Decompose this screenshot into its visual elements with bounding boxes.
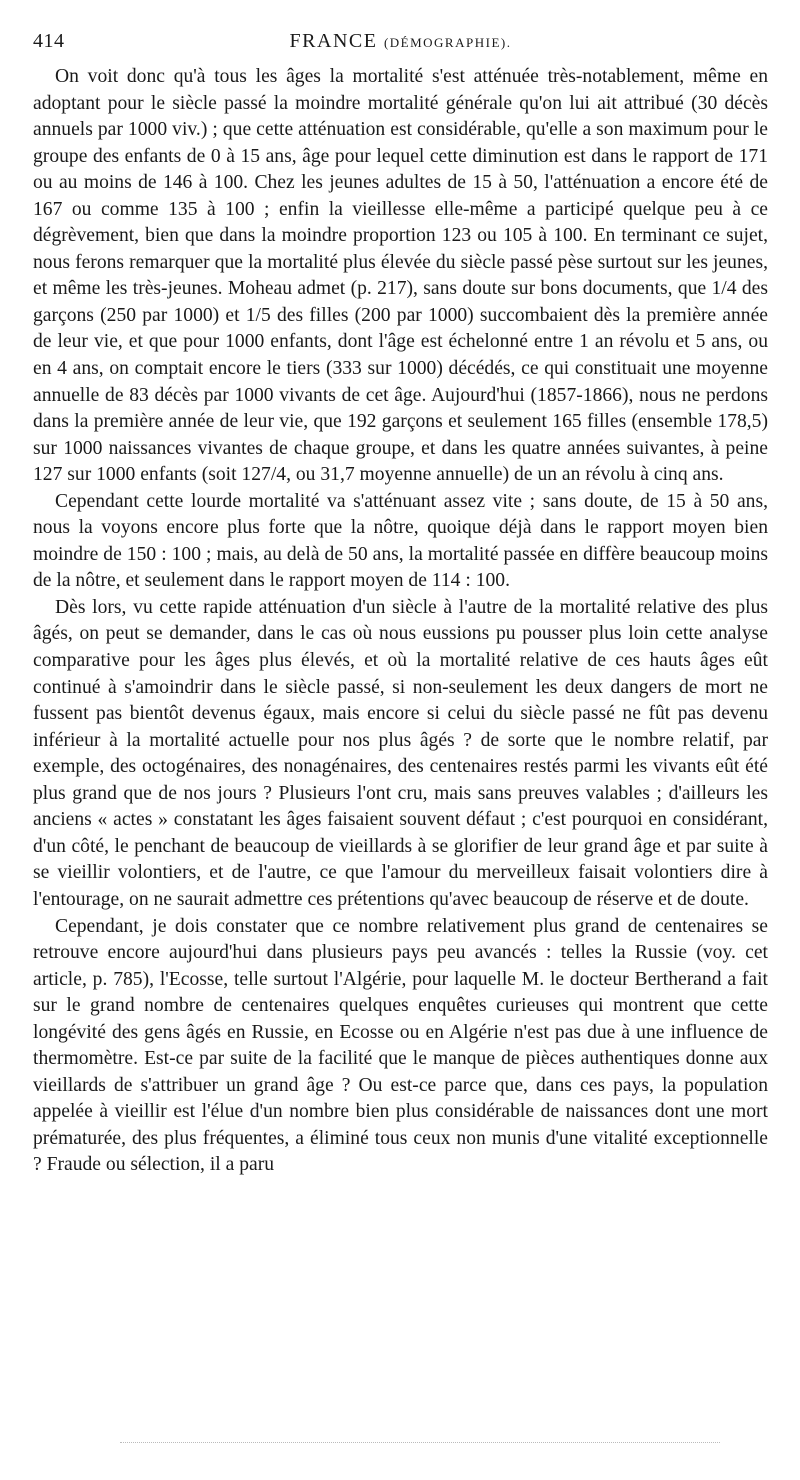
page-number: 414 <box>33 30 65 52</box>
paragraph-1: On voit donc qu'à tous les âges la mortalité s'est atténuée très-notablement, même en adoptant pour le siècle passé la moindre mortalité générale qu'on lui ait attribué (30 décès annuels par 1000 viv.) ; que cette atténuation est considérable, qu'elle a son maximum pour le groupe des enfants de 0 à 15 ans, âge pour lequel cette diminution est dans le rapport de 171 ou au moins de 146 à 100. Chez les jeunes adultes de 15 à 50, l'atténuation a encore été de 167 ou comme 135 à 100 ; enfin la vieillesse elle-même a participé quelque peu à ce dégrèvement, bien que dans la moindre proportion 123 ou 105 à 100. En terminant ce sujet, nous ferons remarquer que la mortalité plus élevée du siècle passé pèse surtout sur les jeunes, et même les très-jeunes. Moheau admet (p. 217), sans doute sur bons documents, que 1/4 des garçons (250 par 1000) et 1/5 des filles (200 par 1000) succombaient dès la première année de leur vie, et que pour 1000 enfants, dont l'âge est échelonné entre 1 an révolu et 5 ans, ou en 4 ans, on comptait encore le tiers (333 sur 1000) décédés, ce qui constituait une moyenne annuelle de 83 décès par 1000 vivants de cet âge. Aujourd'hui (1857-1866), nous ne perdons dans la première année de leur vie, que 192 garçons et seulement 165 filles (ensemble 178,5) sur 1000 naissances vivantes de chaque groupe, et dans les quatre années suivantes, à peine 127 sur 1000 enfants (soit 127/4, ou 31,7 moyenne annuelle) de un an révolu à cinq ans. <box>33 66 768 486</box>
footer-print-marks <box>120 1442 720 1445</box>
paragraph-3: Dès lors, vu cette rapide atténuation d'un siècle à l'autre de la mortalité relative des plus âgés, on peut se demander, dans le cas où nous eussions pu pousser plus loin cette analyse comparative pour les âges plus élevés, et où la mortalité relative de ces hauts âges eût continué à s'amoindrir dans le siècle passé, si non-seulement les deux dangers de mort ne fussent pas bientôt devenus égaux, mais encore si celui du siècle passé ne fût pas devenu inférieur à la mortalité actuelle pour nos plus âgés ? de sorte que le nombre relatif, par exemple, des octogénaires, des nonagénaires, des centenaires restés parmi les vivants eût été plus grand que de nos jours ? Plusieurs l'ont cru, mais sans preuves valables ; d'ailleurs les anciens « actes » constatant les âges faisaient souvent défaut ; c'est pourquoi en considérant, d'un côté, le penchant de beaucoup de vieillards à se glorifier de leur grand âge et par suite à se vieillir volontiers, et de l'autre, ce que l'amour du merveilleux faisait volontiers dire à l'entourage, on ne saurait admettre ces prétentions qu'avec beaucoup de réserve et de doute. <box>33 596 768 910</box>
running-head <box>33 30 768 53</box>
body-text <box>33 64 768 1179</box>
paragraph-2: Cependant cette lourde mortalité va s'atténuant assez vite ; sans doute, de 15 à 50 ans, nous la voyons encore plus forte que la nôtre, quoique déjà dans le rapport moyen bien moindre de 150 : 100 ; mais, au delà de 50 ans, la mortalité passée en diffère beaucoup moins de la nôtre, et seulement dans le rapport moyen de 114 : 100. <box>33 490 768 592</box>
running-head-subtitle: (DÉMOGRAPHIE). <box>383 35 512 50</box>
page-header <box>33 30 768 62</box>
running-head-title: FRANCE <box>289 30 378 52</box>
paragraph-4: Cependant, je dois constater que ce nombre relativement plus grand de centenaires se retrouve encore aujourd'hui dans plusieurs pays peu avancés : telles la Russie (voy. cet article, p. 785), l'Ecosse, telle surtout l'Algérie, pour laquelle M. le docteur Bertherand a fait sur le grand nombre de centenaires quelques enquêtes curieuses qui montrent que cette longévité des gens âgés en Russie, en Ecosse ou en Algérie n'est pas due à une influence de thermomètre. Est-ce par suite de la facilité que le manque de pièces authentiques donne aux vieillards de s'attribuer un grand âge ? Ou est-ce parce que, dans ces pays, la population appelée à vieillir est l'élue d'un nombre bien plus considérable de naissances dont une mort prématurée, des plus fréquentes, a éliminé tous ceux non munis d'une vitalité exceptionnelle ? Fraude ou sélection, il a paru <box>33 915 768 1176</box>
document-page <box>33 30 768 1179</box>
